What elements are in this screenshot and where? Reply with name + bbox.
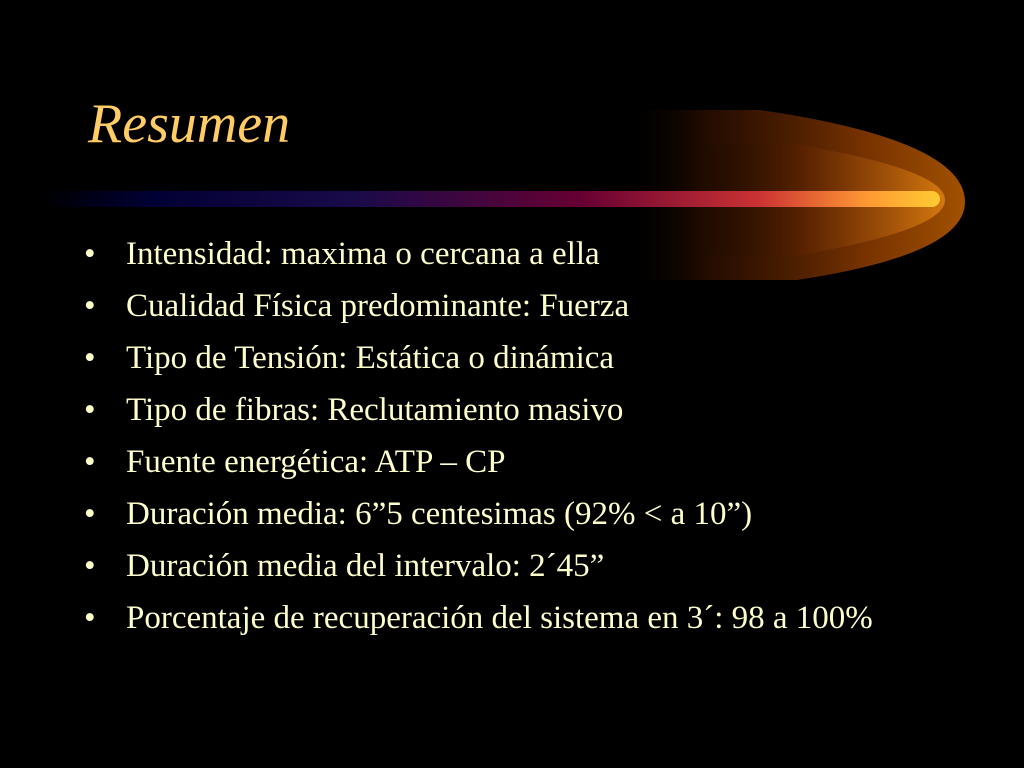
list-item bbox=[84, 288, 964, 325]
list-item bbox=[84, 548, 964, 585]
bullet-icon: • bbox=[84, 600, 96, 636]
list-item-text: Porcentaje de recuperación del sistema en 3´: 98 a 100% bbox=[126, 600, 873, 636]
bullet-icon: • bbox=[84, 548, 96, 584]
list-item-text: Duración media: 6”5 centesimas (92% < a 10”) bbox=[126, 496, 753, 532]
list-item bbox=[84, 444, 964, 481]
list-item bbox=[84, 340, 964, 377]
bullet-icon: • bbox=[84, 496, 96, 532]
bullet-list bbox=[84, 236, 964, 652]
list-item-text: Cualidad Física predominante: Fuerza bbox=[126, 288, 630, 324]
bullet-icon: • bbox=[84, 340, 96, 376]
slide-title: Resumen bbox=[88, 93, 291, 155]
list-item-text: Fuente energética: ATP – CP bbox=[126, 444, 506, 480]
swoosh-line bbox=[40, 191, 940, 207]
list-item-text: Intensidad: maxima o cercana a ella bbox=[126, 236, 600, 272]
list-item-text: Tipo de Tensión: Estática o dinámica bbox=[126, 340, 615, 376]
bullet-icon: • bbox=[84, 288, 96, 324]
list-item-text: Tipo de fibras: Reclutamiento masivo bbox=[126, 392, 624, 428]
bullet-icon: • bbox=[84, 444, 96, 480]
list-item-text: Duración media del intervalo: 2´45” bbox=[126, 548, 605, 584]
list-item bbox=[84, 392, 964, 429]
list-item bbox=[84, 600, 964, 637]
bullet-icon: • bbox=[84, 236, 96, 272]
list-item bbox=[84, 236, 964, 273]
bullet-icon: • bbox=[84, 392, 96, 428]
list-item bbox=[84, 496, 964, 533]
